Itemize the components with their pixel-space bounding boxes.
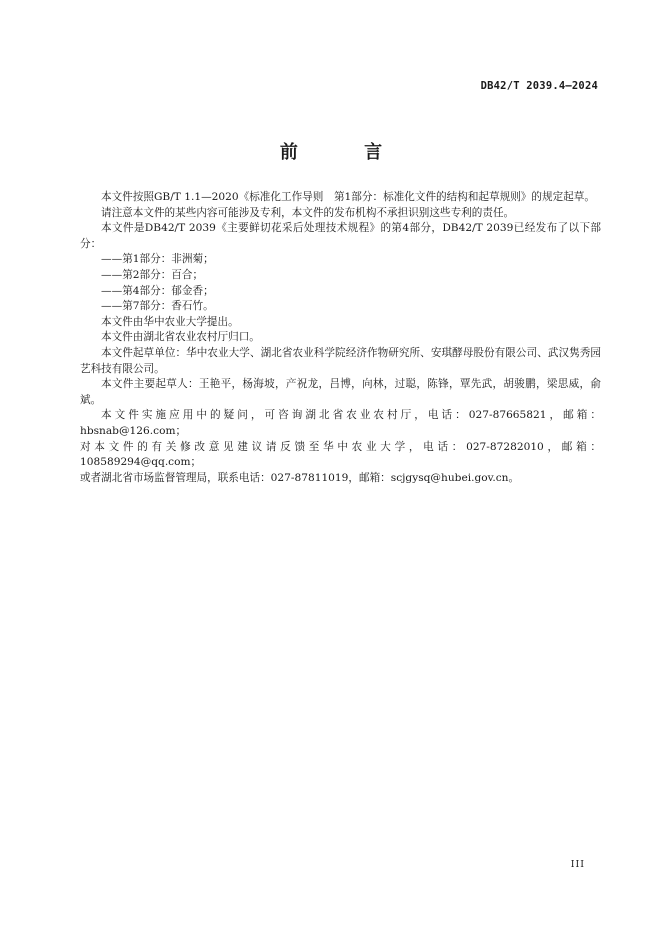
contact-paragraph-3: 或者湖北省市场监督管理局，联系电话：027-87811019，邮箱：scjgysq@hubei.gov.cn。 xyxy=(80,471,520,484)
foreword-body xyxy=(80,190,601,486)
drafters-paragraph: 本文件主要起草人：王艳平，杨海坡，产祝龙，吕博，向林，过聪，陈锋，覃先武，胡骏鹏，梁思威，俞斌。 xyxy=(80,378,601,406)
contact-paragraph-2: 对本文件的有关修改意见建议请反馈至华中农业大学，电话：027-87282010，邮箱：108589294@qq.com； xyxy=(80,440,601,469)
page-number: III xyxy=(570,859,585,870)
part-list-item: ——第1部分：非洲菊； xyxy=(101,253,214,266)
part-list-item: ——第7部分：香石竹。 xyxy=(101,300,214,313)
patent-notice-paragraph: 请注意本文件的某些内容可能涉及专利，本文件的发布机构不承担识别这些专利的责任。 xyxy=(101,206,515,219)
proposed-by-paragraph: 本文件由华中农业大学提出。 xyxy=(101,315,239,328)
managed-by-paragraph: 本文件由湖北省农业农村厅归口。 xyxy=(101,331,260,344)
document-code: DB42/T 2039.4—2024 xyxy=(480,80,598,92)
part-list-item: ——第2部分：百合； xyxy=(101,268,204,281)
part-list-item: ——第4部分：郁金香； xyxy=(101,284,214,297)
part-intro-paragraph: 本文件是DB42/T 2039《主要鲜切花采后处理技术规程》的第4部分，DB42/T 2039已经发布了以下部分： xyxy=(80,222,601,250)
drafting-units-paragraph: 本文件起草单位：华中农业大学、湖北省农业科学院经济作物研究所、安琪酵母股份有限公司、武汉隽秀园艺科技有限公司。 xyxy=(80,346,601,375)
standard-basis-paragraph: 本文件按照GB/T 1.1—2020《标准化工作导则 第1部分：标准化文件的结构和起草规则》的规定起草。 xyxy=(101,191,595,203)
contact-paragraph-1: 本文件实施应用中的疑问，可咨询湖北省农业农村厅，电话：027-87665821，邮箱：hbsnab@126.com； xyxy=(80,409,601,437)
page-title: 前 言 xyxy=(279,142,413,163)
